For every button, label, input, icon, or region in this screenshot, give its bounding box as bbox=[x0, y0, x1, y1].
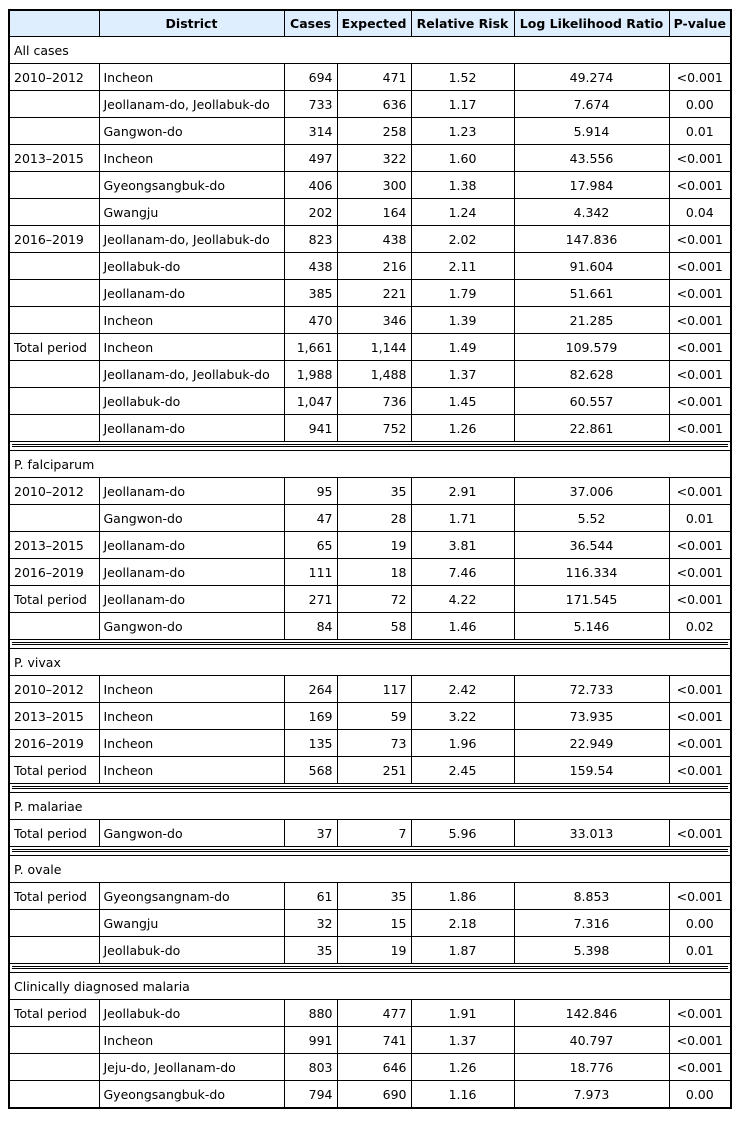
double-rule-line bbox=[12, 786, 728, 789]
p-value-cell: <0.001 bbox=[669, 226, 731, 253]
expected-cell: 1,488 bbox=[337, 361, 411, 388]
period-cell bbox=[9, 253, 99, 280]
p-value-cell: <0.001 bbox=[669, 172, 731, 199]
log-likelihood-ratio-cell: 7.674 bbox=[514, 91, 669, 118]
relative-risk-cell: 1.60 bbox=[411, 145, 514, 172]
cases-cell: 271 bbox=[284, 586, 337, 613]
period-cell: 2013–2015 bbox=[9, 703, 99, 730]
district-cell: Gwangju bbox=[99, 910, 284, 937]
cases-cell: 1,988 bbox=[284, 361, 337, 388]
p-value-cell: <0.001 bbox=[669, 415, 731, 442]
expected-cell: 19 bbox=[337, 937, 411, 964]
expected-cell: 346 bbox=[337, 307, 411, 334]
period-cell bbox=[9, 307, 99, 334]
double-rule bbox=[9, 442, 731, 451]
expected-cell: 117 bbox=[337, 676, 411, 703]
p-value-cell: <0.001 bbox=[669, 253, 731, 280]
cases-cell: 264 bbox=[284, 676, 337, 703]
period-cell bbox=[9, 199, 99, 226]
expected-cell: 471 bbox=[337, 64, 411, 91]
period-cell: Total period bbox=[9, 757, 99, 784]
district-cell: Gyeongsangnam-do bbox=[99, 883, 284, 910]
p-value-cell: <0.001 bbox=[669, 280, 731, 307]
section-header-row bbox=[9, 649, 731, 676]
period-cell bbox=[9, 613, 99, 640]
relative-risk-cell: 1.79 bbox=[411, 280, 514, 307]
cases-cell: 84 bbox=[284, 613, 337, 640]
double-rule bbox=[9, 640, 731, 649]
log-likelihood-ratio-cell: 142.846 bbox=[514, 1000, 669, 1027]
period-cell bbox=[9, 118, 99, 145]
expected-cell: 636 bbox=[337, 91, 411, 118]
log-likelihood-ratio-cell: 51.661 bbox=[514, 280, 669, 307]
header-p-value: P-value bbox=[669, 10, 731, 37]
period-cell bbox=[9, 388, 99, 415]
district-cell: Jeollanam-do, Jeollabuk-do bbox=[99, 91, 284, 118]
header-district: District bbox=[99, 10, 284, 37]
cases-cell: 37 bbox=[284, 820, 337, 847]
relative-risk-cell: 2.45 bbox=[411, 757, 514, 784]
cases-cell: 823 bbox=[284, 226, 337, 253]
p-value-cell: <0.001 bbox=[669, 307, 731, 334]
log-likelihood-ratio-cell: 5.914 bbox=[514, 118, 669, 145]
table-row bbox=[9, 613, 731, 640]
double-rule-line bbox=[12, 642, 728, 645]
table-row bbox=[9, 883, 731, 910]
p-value-cell: 0.01 bbox=[669, 937, 731, 964]
table-row bbox=[9, 1027, 731, 1054]
table-row bbox=[9, 415, 731, 442]
relative-risk-cell: 1.24 bbox=[411, 199, 514, 226]
cases-cell: 991 bbox=[284, 1027, 337, 1054]
p-value-cell: 0.01 bbox=[669, 118, 731, 145]
p-value-cell: <0.001 bbox=[669, 1000, 731, 1027]
header-relative-risk: Relative Risk bbox=[411, 10, 514, 37]
district-cell: Incheon bbox=[99, 307, 284, 334]
period-cell bbox=[9, 1027, 99, 1054]
table-row bbox=[9, 478, 731, 505]
expected-cell: 741 bbox=[337, 1027, 411, 1054]
cases-cell: 1,661 bbox=[284, 334, 337, 361]
table-row bbox=[9, 226, 731, 253]
expected-cell: 221 bbox=[337, 280, 411, 307]
table-row bbox=[9, 361, 731, 388]
p-value-cell: 0.02 bbox=[669, 613, 731, 640]
p-value-cell: <0.001 bbox=[669, 757, 731, 784]
relative-risk-cell: 2.91 bbox=[411, 478, 514, 505]
p-value-cell: <0.001 bbox=[669, 703, 731, 730]
period-cell bbox=[9, 1081, 99, 1109]
relative-risk-cell: 1.46 bbox=[411, 613, 514, 640]
district-cell: Incheon bbox=[99, 334, 284, 361]
relative-risk-cell: 3.22 bbox=[411, 703, 514, 730]
relative-risk-cell: 1.96 bbox=[411, 730, 514, 757]
cases-cell: 941 bbox=[284, 415, 337, 442]
log-likelihood-ratio-cell: 159.54 bbox=[514, 757, 669, 784]
table-row bbox=[9, 145, 731, 172]
p-value-cell: <0.001 bbox=[669, 883, 731, 910]
relative-risk-cell: 1.87 bbox=[411, 937, 514, 964]
period-cell bbox=[9, 1054, 99, 1081]
expected-cell: 28 bbox=[337, 505, 411, 532]
log-likelihood-ratio-cell: 22.861 bbox=[514, 415, 669, 442]
p-value-cell: <0.001 bbox=[669, 388, 731, 415]
expected-cell: 216 bbox=[337, 253, 411, 280]
log-likelihood-ratio-cell: 73.935 bbox=[514, 703, 669, 730]
district-cell: Gyeongsangbuk-do bbox=[99, 172, 284, 199]
table-row bbox=[9, 307, 731, 334]
cases-cell: 65 bbox=[284, 532, 337, 559]
expected-cell: 251 bbox=[337, 757, 411, 784]
section-divider bbox=[9, 442, 731, 451]
table-row bbox=[9, 676, 731, 703]
district-cell: Incheon bbox=[99, 757, 284, 784]
log-likelihood-ratio-cell: 72.733 bbox=[514, 676, 669, 703]
table-row bbox=[9, 1054, 731, 1081]
expected-cell: 7 bbox=[337, 820, 411, 847]
header-cases: Cases bbox=[284, 10, 337, 37]
log-likelihood-ratio-cell: 37.006 bbox=[514, 478, 669, 505]
period-cell: 2013–2015 bbox=[9, 532, 99, 559]
expected-cell: 58 bbox=[337, 613, 411, 640]
table-row bbox=[9, 937, 731, 964]
relative-risk-cell: 1.23 bbox=[411, 118, 514, 145]
period-cell: 2016–2019 bbox=[9, 559, 99, 586]
cases-cell: 202 bbox=[284, 199, 337, 226]
section-header-row bbox=[9, 37, 731, 64]
relative-risk-cell: 1.38 bbox=[411, 172, 514, 199]
district-cell: Jeollabuk-do bbox=[99, 1000, 284, 1027]
table-row bbox=[9, 730, 731, 757]
district-cell: Jeollabuk-do bbox=[99, 388, 284, 415]
relative-risk-cell: 1.39 bbox=[411, 307, 514, 334]
district-cell: Incheon bbox=[99, 145, 284, 172]
expected-cell: 1,144 bbox=[337, 334, 411, 361]
section-title: All cases bbox=[9, 37, 731, 64]
relative-risk-cell: 1.71 bbox=[411, 505, 514, 532]
period-cell: Total period bbox=[9, 883, 99, 910]
expected-cell: 73 bbox=[337, 730, 411, 757]
relative-risk-cell: 1.37 bbox=[411, 1027, 514, 1054]
district-cell: Gangwon-do bbox=[99, 613, 284, 640]
district-cell: Jeollanam-do bbox=[99, 559, 284, 586]
cases-cell: 497 bbox=[284, 145, 337, 172]
log-likelihood-ratio-cell: 8.853 bbox=[514, 883, 669, 910]
cases-cell: 406 bbox=[284, 172, 337, 199]
period-cell bbox=[9, 505, 99, 532]
table-row bbox=[9, 334, 731, 361]
log-likelihood-ratio-cell: 5.52 bbox=[514, 505, 669, 532]
district-cell: Jeollabuk-do bbox=[99, 937, 284, 964]
relative-risk-cell: 1.26 bbox=[411, 1054, 514, 1081]
p-value-cell: 0.04 bbox=[669, 199, 731, 226]
table-row bbox=[9, 910, 731, 937]
district-cell: Incheon bbox=[99, 1027, 284, 1054]
double-rule-line bbox=[12, 849, 728, 852]
expected-cell: 164 bbox=[337, 199, 411, 226]
header-expected: Expected bbox=[337, 10, 411, 37]
section-title: P. ovale bbox=[9, 856, 731, 883]
table-row bbox=[9, 280, 731, 307]
log-likelihood-ratio-cell: 82.628 bbox=[514, 361, 669, 388]
log-likelihood-ratio-cell: 17.984 bbox=[514, 172, 669, 199]
relative-risk-cell: 1.37 bbox=[411, 361, 514, 388]
log-likelihood-ratio-cell: 4.342 bbox=[514, 199, 669, 226]
relative-risk-cell: 2.42 bbox=[411, 676, 514, 703]
section-divider bbox=[9, 784, 731, 793]
relative-risk-cell: 1.26 bbox=[411, 415, 514, 442]
district-cell: Gangwon-do bbox=[99, 505, 284, 532]
cases-cell: 35 bbox=[284, 937, 337, 964]
expected-cell: 736 bbox=[337, 388, 411, 415]
period-cell: Total period bbox=[9, 1000, 99, 1027]
expected-cell: 300 bbox=[337, 172, 411, 199]
p-value-cell: <0.001 bbox=[669, 1054, 731, 1081]
log-likelihood-ratio-cell: 36.544 bbox=[514, 532, 669, 559]
log-likelihood-ratio-cell: 18.776 bbox=[514, 1054, 669, 1081]
p-value-cell: <0.001 bbox=[669, 676, 731, 703]
cases-cell: 169 bbox=[284, 703, 337, 730]
cases-cell: 385 bbox=[284, 280, 337, 307]
period-cell bbox=[9, 937, 99, 964]
relative-risk-cell: 5.96 bbox=[411, 820, 514, 847]
table-row bbox=[9, 118, 731, 145]
period-cell: 2016–2019 bbox=[9, 226, 99, 253]
p-value-cell: 0.00 bbox=[669, 91, 731, 118]
section-header-row bbox=[9, 856, 731, 883]
log-likelihood-ratio-cell: 49.274 bbox=[514, 64, 669, 91]
cases-cell: 438 bbox=[284, 253, 337, 280]
cases-cell: 794 bbox=[284, 1081, 337, 1109]
relative-risk-cell: 2.02 bbox=[411, 226, 514, 253]
p-value-cell: <0.001 bbox=[669, 145, 731, 172]
section-divider bbox=[9, 964, 731, 973]
log-likelihood-ratio-cell: 21.285 bbox=[514, 307, 669, 334]
district-cell: Jeollanam-do, Jeollabuk-do bbox=[99, 361, 284, 388]
period-cell bbox=[9, 91, 99, 118]
period-cell: 2010–2012 bbox=[9, 64, 99, 91]
relative-risk-cell: 4.22 bbox=[411, 586, 514, 613]
log-likelihood-ratio-cell: 109.579 bbox=[514, 334, 669, 361]
period-cell: Total period bbox=[9, 820, 99, 847]
cases-cell: 95 bbox=[284, 478, 337, 505]
district-cell: Jeollanam-do bbox=[99, 532, 284, 559]
table-row bbox=[9, 1081, 731, 1109]
district-cell: Jeollanam-do bbox=[99, 280, 284, 307]
log-likelihood-ratio-cell: 33.013 bbox=[514, 820, 669, 847]
cases-cell: 880 bbox=[284, 1000, 337, 1027]
expected-cell: 72 bbox=[337, 586, 411, 613]
table-row bbox=[9, 199, 731, 226]
double-rule bbox=[9, 847, 731, 856]
relative-risk-cell: 7.46 bbox=[411, 559, 514, 586]
log-likelihood-ratio-cell: 5.146 bbox=[514, 613, 669, 640]
log-likelihood-ratio-cell: 43.556 bbox=[514, 145, 669, 172]
district-cell: Incheon bbox=[99, 730, 284, 757]
period-cell bbox=[9, 910, 99, 937]
relative-risk-cell: 1.91 bbox=[411, 1000, 514, 1027]
period-cell: 2016–2019 bbox=[9, 730, 99, 757]
expected-cell: 752 bbox=[337, 415, 411, 442]
cases-cell: 314 bbox=[284, 118, 337, 145]
cases-cell: 470 bbox=[284, 307, 337, 334]
expected-cell: 18 bbox=[337, 559, 411, 586]
relative-risk-cell: 3.81 bbox=[411, 532, 514, 559]
expected-cell: 477 bbox=[337, 1000, 411, 1027]
district-cell: Jeollanam-do bbox=[99, 586, 284, 613]
table-row bbox=[9, 703, 731, 730]
expected-cell: 19 bbox=[337, 532, 411, 559]
table-row bbox=[9, 253, 731, 280]
relative-risk-cell: 1.86 bbox=[411, 883, 514, 910]
period-cell bbox=[9, 415, 99, 442]
district-cell: Incheon bbox=[99, 703, 284, 730]
double-rule bbox=[9, 784, 731, 793]
period-cell bbox=[9, 361, 99, 388]
period-cell bbox=[9, 280, 99, 307]
p-value-cell: <0.001 bbox=[669, 730, 731, 757]
district-cell: Gwangju bbox=[99, 199, 284, 226]
district-cell: Jeollanam-do bbox=[99, 415, 284, 442]
section-header-row bbox=[9, 451, 731, 478]
relative-risk-cell: 2.18 bbox=[411, 910, 514, 937]
expected-cell: 15 bbox=[337, 910, 411, 937]
table-row bbox=[9, 559, 731, 586]
cases-cell: 1,047 bbox=[284, 388, 337, 415]
relative-risk-cell: 1.52 bbox=[411, 64, 514, 91]
district-cell: Gangwon-do bbox=[99, 118, 284, 145]
section-title: Clinically diagnosed malaria bbox=[9, 973, 731, 1000]
section-divider bbox=[9, 847, 731, 856]
district-cell: Gangwon-do bbox=[99, 820, 284, 847]
district-cell: Gyeongsangbuk-do bbox=[99, 1081, 284, 1109]
cases-cell: 568 bbox=[284, 757, 337, 784]
log-likelihood-ratio-cell: 116.334 bbox=[514, 559, 669, 586]
relative-risk-cell: 1.17 bbox=[411, 91, 514, 118]
cluster-table bbox=[8, 9, 732, 1109]
expected-cell: 322 bbox=[337, 145, 411, 172]
p-value-cell: <0.001 bbox=[669, 820, 731, 847]
table-row bbox=[9, 505, 731, 532]
log-likelihood-ratio-cell: 22.949 bbox=[514, 730, 669, 757]
p-value-cell: <0.001 bbox=[669, 586, 731, 613]
period-cell: 2010–2012 bbox=[9, 478, 99, 505]
log-likelihood-ratio-cell: 91.604 bbox=[514, 253, 669, 280]
p-value-cell: <0.001 bbox=[669, 1027, 731, 1054]
p-value-cell: 0.01 bbox=[669, 505, 731, 532]
relative-risk-cell: 1.16 bbox=[411, 1081, 514, 1109]
log-likelihood-ratio-cell: 40.797 bbox=[514, 1027, 669, 1054]
double-rule bbox=[9, 964, 731, 973]
relative-risk-cell: 1.45 bbox=[411, 388, 514, 415]
cases-cell: 32 bbox=[284, 910, 337, 937]
district-cell: Jeollanam-do, Jeollabuk-do bbox=[99, 226, 284, 253]
p-value-cell: 0.00 bbox=[669, 910, 731, 937]
expected-cell: 35 bbox=[337, 478, 411, 505]
cases-cell: 733 bbox=[284, 91, 337, 118]
table-row bbox=[9, 1000, 731, 1027]
relative-risk-cell: 2.11 bbox=[411, 253, 514, 280]
log-likelihood-ratio-cell: 7.973 bbox=[514, 1081, 669, 1109]
expected-cell: 690 bbox=[337, 1081, 411, 1109]
p-value-cell: <0.001 bbox=[669, 478, 731, 505]
cases-cell: 61 bbox=[284, 883, 337, 910]
expected-cell: 646 bbox=[337, 1054, 411, 1081]
section-header-row bbox=[9, 973, 731, 1000]
table-row bbox=[9, 586, 731, 613]
p-value-cell: <0.001 bbox=[669, 532, 731, 559]
period-cell: Total period bbox=[9, 334, 99, 361]
expected-cell: 438 bbox=[337, 226, 411, 253]
cases-cell: 135 bbox=[284, 730, 337, 757]
district-cell: Incheon bbox=[99, 676, 284, 703]
section-title: P. falciparum bbox=[9, 451, 731, 478]
log-likelihood-ratio-cell: 7.316 bbox=[514, 910, 669, 937]
section-header-row bbox=[9, 793, 731, 820]
cases-cell: 47 bbox=[284, 505, 337, 532]
cases-cell: 111 bbox=[284, 559, 337, 586]
header-log-likelihood-ratio: Log Likelihood Ratio bbox=[514, 10, 669, 37]
table-row bbox=[9, 172, 731, 199]
table-row bbox=[9, 388, 731, 415]
expected-cell: 59 bbox=[337, 703, 411, 730]
relative-risk-cell: 1.49 bbox=[411, 334, 514, 361]
p-value-cell: <0.001 bbox=[669, 361, 731, 388]
district-cell: Jeju-do, Jeollanam-do bbox=[99, 1054, 284, 1081]
table-row bbox=[9, 757, 731, 784]
log-likelihood-ratio-cell: 147.836 bbox=[514, 226, 669, 253]
p-value-cell: <0.001 bbox=[669, 64, 731, 91]
table-row bbox=[9, 532, 731, 559]
district-cell: Jeollabuk-do bbox=[99, 253, 284, 280]
p-value-cell: <0.001 bbox=[669, 559, 731, 586]
section-title: P. malariae bbox=[9, 793, 731, 820]
header-period bbox=[9, 10, 99, 37]
section-divider bbox=[9, 640, 731, 649]
p-value-cell: 0.00 bbox=[669, 1081, 731, 1109]
log-likelihood-ratio-cell: 60.557 bbox=[514, 388, 669, 415]
period-cell: 2010–2012 bbox=[9, 676, 99, 703]
district-cell: Jeollanam-do bbox=[99, 478, 284, 505]
expected-cell: 258 bbox=[337, 118, 411, 145]
log-likelihood-ratio-cell: 171.545 bbox=[514, 586, 669, 613]
log-likelihood-ratio-cell: 5.398 bbox=[514, 937, 669, 964]
table-row bbox=[9, 64, 731, 91]
p-value-cell: <0.001 bbox=[669, 334, 731, 361]
district-cell: Incheon bbox=[99, 64, 284, 91]
period-cell: 2013–2015 bbox=[9, 145, 99, 172]
table-body bbox=[9, 37, 731, 1109]
section-title: P. vivax bbox=[9, 649, 731, 676]
table-row bbox=[9, 820, 731, 847]
table-row bbox=[9, 91, 731, 118]
double-rule-line bbox=[12, 966, 728, 969]
cases-cell: 694 bbox=[284, 64, 337, 91]
expected-cell: 35 bbox=[337, 883, 411, 910]
period-cell: Total period bbox=[9, 586, 99, 613]
double-rule-line bbox=[12, 444, 728, 447]
header-row bbox=[9, 10, 731, 37]
cases-cell: 803 bbox=[284, 1054, 337, 1081]
period-cell bbox=[9, 172, 99, 199]
